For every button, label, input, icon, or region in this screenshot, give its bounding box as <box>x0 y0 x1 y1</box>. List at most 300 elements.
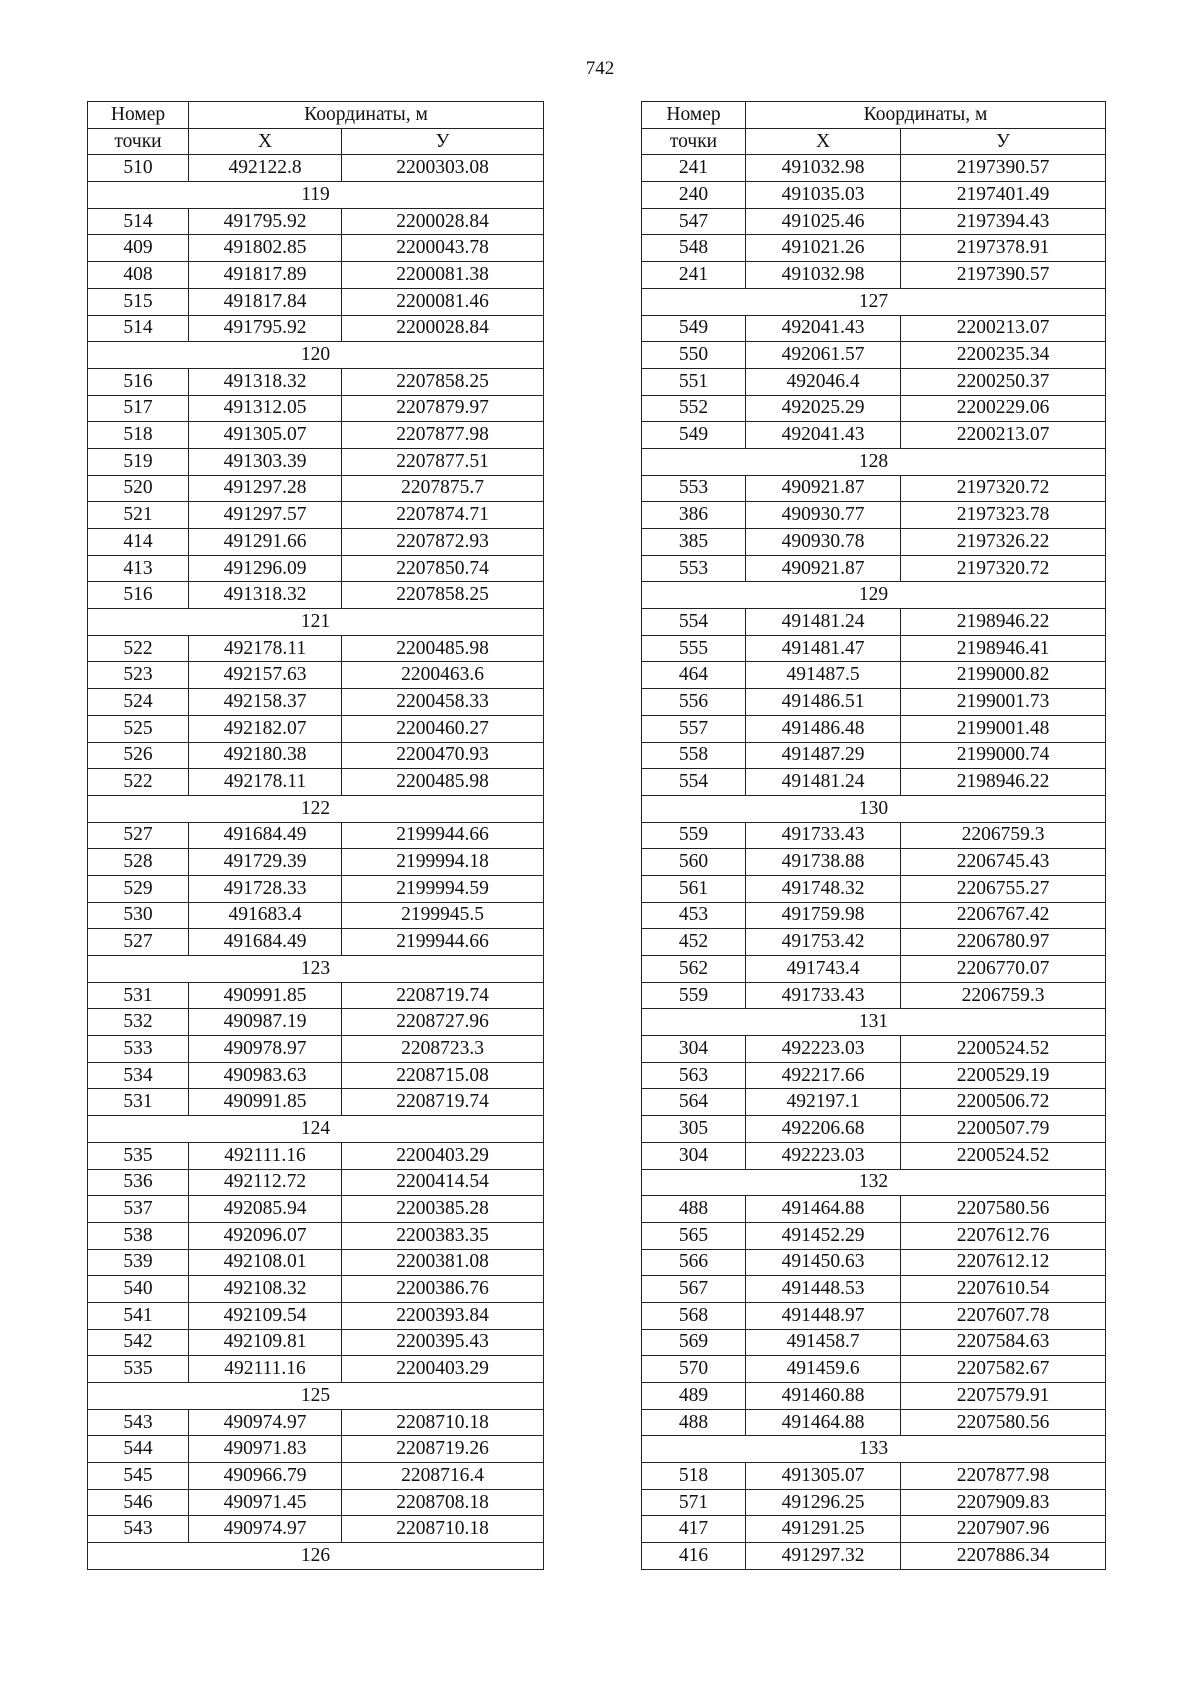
point-number-cell: 414 <box>88 529 189 556</box>
section-number: 124 <box>88 1116 544 1143</box>
x-coordinate-cell: 492108.01 <box>189 1249 342 1276</box>
table-row <box>88 475 544 502</box>
x-coordinate-cell: 492111.16 <box>189 1356 342 1383</box>
x-coordinate-cell: 492197.1 <box>746 1089 901 1116</box>
x-coordinate-cell: 490966.79 <box>189 1463 342 1490</box>
y-coordinate-cell: 2207580.56 <box>901 1196 1106 1223</box>
x-coordinate-cell: 491025.46 <box>746 208 901 235</box>
x-coordinate-cell: 492041.43 <box>746 422 901 449</box>
y-coordinate-cell: 2208719.74 <box>342 982 544 1009</box>
x-coordinate-cell: 491733.43 <box>746 982 901 1009</box>
table-row <box>642 262 1106 289</box>
section-number: 127 <box>642 288 1106 315</box>
y-coordinate-cell: 2207584.63 <box>901 1329 1106 1356</box>
y-coordinate-cell: 2207874.71 <box>342 502 544 529</box>
y-coordinate-cell: 2199001.73 <box>901 689 1106 716</box>
y-coordinate-cell: 2197390.57 <box>901 262 1106 289</box>
table-row <box>88 1276 544 1303</box>
header-row-2 <box>88 128 544 155</box>
x-coordinate-cell: 491748.32 <box>746 875 901 902</box>
x-coordinate-cell: 490983.63 <box>189 1062 342 1089</box>
x-coordinate-cell: 492096.07 <box>189 1222 342 1249</box>
section-row <box>88 182 544 209</box>
point-number-cell: 531 <box>88 1089 189 1116</box>
point-number-header-cont: точки <box>642 128 746 155</box>
table-row <box>642 1409 1106 1436</box>
table-row <box>642 368 1106 395</box>
table-row <box>642 1489 1106 1516</box>
point-number-cell: 527 <box>88 929 189 956</box>
y-coordinate-cell: 2198946.22 <box>901 769 1106 796</box>
y-coordinate-cell: 2206759.3 <box>901 982 1106 1009</box>
x-coordinate-cell: 491460.88 <box>746 1383 901 1410</box>
section-number: 120 <box>88 342 544 369</box>
table-row <box>88 1329 544 1356</box>
x-coordinate-cell: 491296.09 <box>189 555 342 582</box>
point-number-cell: 547 <box>642 208 746 235</box>
point-number-cell: 554 <box>642 609 746 636</box>
table-row <box>88 1222 544 1249</box>
y-coordinate-cell: 2200463.6 <box>342 662 544 689</box>
point-number-cell: 408 <box>88 262 189 289</box>
point-number-cell: 241 <box>642 155 746 182</box>
table-row <box>88 902 544 929</box>
table-row <box>88 395 544 422</box>
point-number-cell: 523 <box>88 662 189 689</box>
y-coordinate-cell: 2198946.41 <box>901 635 1106 662</box>
point-number-cell: 417 <box>642 1516 746 1543</box>
table-row <box>642 689 1106 716</box>
section-row <box>88 1383 544 1410</box>
section-number: 132 <box>642 1169 1106 1196</box>
x-coordinate-cell: 491729.39 <box>189 849 342 876</box>
table-row <box>642 395 1106 422</box>
y-coordinate-cell: 2200028.84 <box>342 208 544 235</box>
point-number-cell: 558 <box>642 742 746 769</box>
table-row <box>642 1142 1106 1169</box>
point-number-cell: 566 <box>642 1249 746 1276</box>
y-coordinate-cell: 2206780.97 <box>901 929 1106 956</box>
point-number-cell: 546 <box>88 1489 189 1516</box>
x-coordinate-cell: 491683.4 <box>189 902 342 929</box>
header-row-1 <box>88 102 544 129</box>
x-coordinate-cell: 492180.38 <box>189 742 342 769</box>
x-coordinate-cell: 491759.98 <box>746 902 901 929</box>
section-number: 133 <box>642 1436 1106 1463</box>
x-coordinate-cell: 492178.11 <box>189 635 342 662</box>
y-coordinate-cell: 2206755.27 <box>901 875 1106 902</box>
point-number-cell: 554 <box>642 769 746 796</box>
table-row <box>642 1036 1106 1063</box>
y-coordinate-cell: 2207612.76 <box>901 1222 1106 1249</box>
x-coordinate-cell: 491733.43 <box>746 822 901 849</box>
section-number: 121 <box>88 609 544 636</box>
section-row <box>88 795 544 822</box>
point-number-cell: 545 <box>88 1463 189 1490</box>
point-number-cell: 527 <box>88 822 189 849</box>
y-coordinate-cell: 2207582.67 <box>901 1356 1106 1383</box>
table-row <box>88 422 544 449</box>
section-row <box>88 609 544 636</box>
section-row <box>642 448 1106 475</box>
x-coordinate-cell: 491448.97 <box>746 1302 901 1329</box>
x-coordinate-cell: 491448.53 <box>746 1276 901 1303</box>
y-coordinate-cell: 2207850.74 <box>342 555 544 582</box>
point-number-cell: 535 <box>88 1142 189 1169</box>
table-row <box>642 902 1106 929</box>
table-row <box>642 315 1106 342</box>
point-number-cell: 385 <box>642 529 746 556</box>
y-coordinate-cell: 2200386.76 <box>342 1276 544 1303</box>
point-number-cell: 453 <box>642 902 746 929</box>
section-row <box>642 1009 1106 1036</box>
y-coordinate-cell: 2207886.34 <box>901 1543 1106 1570</box>
table-row <box>642 182 1106 209</box>
table-row <box>88 1436 544 1463</box>
point-number-cell: 553 <box>642 555 746 582</box>
table-row <box>88 262 544 289</box>
point-number-cell: 518 <box>88 422 189 449</box>
x-coordinate-cell: 490987.19 <box>189 1009 342 1036</box>
x-coordinate-cell: 490971.83 <box>189 1436 342 1463</box>
y-coordinate-cell: 2207858.25 <box>342 582 544 609</box>
y-coordinate-cell: 2207607.78 <box>901 1302 1106 1329</box>
point-number-header: Номер <box>642 102 746 129</box>
y-coordinate-cell: 2200506.72 <box>901 1089 1106 1116</box>
table-row <box>642 422 1106 449</box>
y-coordinate-cell: 2208708.18 <box>342 1489 544 1516</box>
section-number: 123 <box>88 956 544 983</box>
x-coordinate-cell: 492217.66 <box>746 1062 901 1089</box>
x-coordinate-cell: 491481.24 <box>746 769 901 796</box>
table-row <box>88 502 544 529</box>
table-row <box>88 689 544 716</box>
point-number-cell: 543 <box>88 1409 189 1436</box>
table-row <box>642 662 1106 689</box>
point-number-cell: 241 <box>642 262 746 289</box>
y-coordinate-cell: 2200081.46 <box>342 288 544 315</box>
point-number-cell: 514 <box>88 208 189 235</box>
point-number-cell: 520 <box>88 475 189 502</box>
table-row <box>642 849 1106 876</box>
x-coordinate-cell: 491817.84 <box>189 288 342 315</box>
y-coordinate-cell: 2200303.08 <box>342 155 544 182</box>
point-number-cell: 514 <box>88 315 189 342</box>
table-row <box>642 208 1106 235</box>
y-coordinate-cell: 2207872.93 <box>342 529 544 556</box>
y-coordinate-cell: 2207877.51 <box>342 448 544 475</box>
point-number-cell: 567 <box>642 1276 746 1303</box>
x-coordinate-cell: 491318.32 <box>189 368 342 395</box>
y-coordinate-cell: 2200485.98 <box>342 769 544 796</box>
table-row <box>642 982 1106 1009</box>
table-row <box>88 315 544 342</box>
x-coordinate-cell: 491032.98 <box>746 262 901 289</box>
section-row <box>642 288 1106 315</box>
point-number-cell: 413 <box>88 555 189 582</box>
table-row <box>88 1142 544 1169</box>
y-coordinate-cell: 2198946.22 <box>901 609 1106 636</box>
table-row <box>642 1089 1106 1116</box>
point-number-cell: 552 <box>642 395 746 422</box>
x-coordinate-cell: 491684.49 <box>189 822 342 849</box>
y-coordinate-cell: 2199994.59 <box>342 875 544 902</box>
x-coordinate-cell: 491487.5 <box>746 662 901 689</box>
x-coordinate-cell: 491464.88 <box>746 1409 901 1436</box>
point-number-cell: 516 <box>88 582 189 609</box>
table-row <box>88 1463 544 1490</box>
x-column-header: X <box>189 128 342 155</box>
y-coordinate-cell: 2200383.35 <box>342 1222 544 1249</box>
table-row <box>88 769 544 796</box>
table-row <box>88 1356 544 1383</box>
table-row <box>88 929 544 956</box>
x-coordinate-cell: 490991.85 <box>189 982 342 1009</box>
point-number-header-cont: точки <box>88 128 189 155</box>
y-coordinate-cell: 2197320.72 <box>901 555 1106 582</box>
x-coordinate-cell: 491464.88 <box>746 1196 901 1223</box>
x-coordinate-cell: 492109.81 <box>189 1329 342 1356</box>
y-coordinate-cell: 2208727.96 <box>342 1009 544 1036</box>
y-coordinate-cell: 2200229.06 <box>901 395 1106 422</box>
point-number-cell: 518 <box>642 1463 746 1490</box>
x-coordinate-cell: 491486.48 <box>746 715 901 742</box>
table-row <box>88 529 544 556</box>
point-number-cell: 516 <box>88 368 189 395</box>
point-number-cell: 535 <box>88 1356 189 1383</box>
y-coordinate-cell: 2200028.84 <box>342 315 544 342</box>
y-coordinate-cell: 2206767.42 <box>901 902 1106 929</box>
x-coordinate-cell: 492223.03 <box>746 1036 901 1063</box>
point-number-cell: 304 <box>642 1036 746 1063</box>
point-number-cell: 556 <box>642 689 746 716</box>
y-coordinate-cell: 2200403.29 <box>342 1142 544 1169</box>
x-coordinate-cell: 491291.66 <box>189 529 342 556</box>
table-row <box>88 448 544 475</box>
point-number-cell: 528 <box>88 849 189 876</box>
point-number-cell: 532 <box>88 1009 189 1036</box>
y-coordinate-cell: 2200213.07 <box>901 315 1106 342</box>
table-row <box>642 342 1106 369</box>
point-number-cell: 305 <box>642 1116 746 1143</box>
section-row <box>88 1116 544 1143</box>
y-coordinate-cell: 2207877.98 <box>342 422 544 449</box>
table-row <box>642 875 1106 902</box>
y-coordinate-cell: 2207875.7 <box>342 475 544 502</box>
x-coordinate-cell: 492025.29 <box>746 395 901 422</box>
y-coordinate-cell: 2200043.78 <box>342 235 544 262</box>
x-coordinate-cell: 491297.28 <box>189 475 342 502</box>
x-coordinate-cell: 491318.32 <box>189 582 342 609</box>
point-number-cell: 551 <box>642 368 746 395</box>
x-coordinate-cell: 491486.51 <box>746 689 901 716</box>
table-row <box>88 742 544 769</box>
point-number-cell: 562 <box>642 956 746 983</box>
point-number-cell: 544 <box>88 1436 189 1463</box>
table-row <box>642 475 1106 502</box>
section-row <box>642 795 1106 822</box>
point-number-cell: 534 <box>88 1062 189 1089</box>
x-coordinate-cell: 491297.32 <box>746 1543 901 1570</box>
x-coordinate-cell: 491450.63 <box>746 1249 901 1276</box>
section-number: 122 <box>88 795 544 822</box>
x-coordinate-cell: 492182.07 <box>189 715 342 742</box>
y-coordinate-cell: 2200529.19 <box>901 1062 1106 1089</box>
x-coordinate-cell: 491452.29 <box>746 1222 901 1249</box>
table-row <box>88 368 544 395</box>
x-coordinate-cell: 491487.29 <box>746 742 901 769</box>
y-coordinate-cell: 2197378.91 <box>901 235 1106 262</box>
y-coordinate-cell: 2197320.72 <box>901 475 1106 502</box>
x-coordinate-cell: 492085.94 <box>189 1196 342 1223</box>
table-row <box>88 849 544 876</box>
y-coordinate-cell: 2200524.52 <box>901 1142 1106 1169</box>
point-number-header: Номер <box>88 102 189 129</box>
y-coordinate-cell: 2200395.43 <box>342 1329 544 1356</box>
x-coordinate-cell: 491297.57 <box>189 502 342 529</box>
y-coordinate-cell: 2206759.3 <box>901 822 1106 849</box>
point-number-cell: 543 <box>88 1516 189 1543</box>
table-row <box>88 1169 544 1196</box>
point-number-cell: 555 <box>642 635 746 662</box>
point-number-cell: 537 <box>88 1196 189 1223</box>
table-row <box>642 715 1106 742</box>
point-number-cell: 549 <box>642 315 746 342</box>
table-row <box>642 155 1106 182</box>
point-number-cell: 515 <box>88 288 189 315</box>
point-number-cell: 569 <box>642 1329 746 1356</box>
x-coordinate-cell: 491795.92 <box>189 315 342 342</box>
section-number: 131 <box>642 1009 1106 1036</box>
point-number-cell: 549 <box>642 422 746 449</box>
point-number-cell: 489 <box>642 1383 746 1410</box>
point-number-cell: 524 <box>88 689 189 716</box>
y-coordinate-cell: 2197326.22 <box>901 529 1106 556</box>
point-number-cell: 553 <box>642 475 746 502</box>
point-number-cell: 536 <box>88 1169 189 1196</box>
y-coordinate-cell: 2208719.26 <box>342 1436 544 1463</box>
y-coordinate-cell: 2200414.54 <box>342 1169 544 1196</box>
table-row <box>642 502 1106 529</box>
y-coordinate-cell: 2200485.98 <box>342 635 544 662</box>
y-coordinate-cell: 2207909.83 <box>901 1489 1106 1516</box>
y-coordinate-cell: 2208715.08 <box>342 1062 544 1089</box>
table-row <box>642 235 1106 262</box>
x-coordinate-cell: 491753.42 <box>746 929 901 956</box>
table-body-left <box>88 102 544 1570</box>
point-number-cell: 570 <box>642 1356 746 1383</box>
y-coordinate-cell: 2200403.29 <box>342 1356 544 1383</box>
y-coordinate-cell: 2208710.18 <box>342 1516 544 1543</box>
x-coordinate-cell: 492109.54 <box>189 1302 342 1329</box>
y-coordinate-cell: 2207579.91 <box>901 1383 1106 1410</box>
section-number: 128 <box>642 448 1106 475</box>
point-number-cell: 464 <box>642 662 746 689</box>
x-coordinate-cell: 491743.4 <box>746 956 901 983</box>
table-row <box>88 1062 544 1089</box>
table-body-right <box>642 102 1106 1570</box>
point-number-cell: 563 <box>642 1062 746 1089</box>
table-row <box>642 1196 1106 1223</box>
x-coordinate-cell: 492122.8 <box>189 155 342 182</box>
point-number-cell: 541 <box>88 1302 189 1329</box>
point-number-cell: 571 <box>642 1489 746 1516</box>
table-row <box>642 1463 1106 1490</box>
table-row <box>642 1116 1106 1143</box>
y-coordinate-cell: 2200393.84 <box>342 1302 544 1329</box>
table-row <box>642 609 1106 636</box>
section-number: 130 <box>642 795 1106 822</box>
x-coordinate-cell: 490930.77 <box>746 502 901 529</box>
page-number: 742 <box>585 58 615 79</box>
y-coordinate-cell: 2207858.25 <box>342 368 544 395</box>
point-number-cell: 416 <box>642 1543 746 1570</box>
section-number: 129 <box>642 582 1106 609</box>
table-row <box>642 1329 1106 1356</box>
section-row <box>88 1543 544 1570</box>
y-coordinate-cell: 2200235.34 <box>901 342 1106 369</box>
y-coordinate-cell: 2207877.98 <box>901 1463 1106 1490</box>
y-coordinate-cell: 2207879.97 <box>342 395 544 422</box>
x-coordinate-cell: 492206.68 <box>746 1116 901 1143</box>
x-coordinate-cell: 492111.16 <box>189 1142 342 1169</box>
y-coordinate-cell: 2208716.4 <box>342 1463 544 1490</box>
table-row <box>642 1222 1106 1249</box>
y-coordinate-cell: 2200460.27 <box>342 715 544 742</box>
x-coordinate-cell: 491305.07 <box>746 1463 901 1490</box>
table-row <box>88 1036 544 1063</box>
point-number-cell: 540 <box>88 1276 189 1303</box>
x-coordinate-cell: 491684.49 <box>189 929 342 956</box>
table-row <box>88 555 544 582</box>
point-number-cell: 521 <box>88 502 189 529</box>
table-row <box>642 1543 1106 1570</box>
section-number: 125 <box>88 1383 544 1410</box>
point-number-cell: 559 <box>642 982 746 1009</box>
x-coordinate-cell: 490974.97 <box>189 1516 342 1543</box>
y-coordinate-cell: 2197401.49 <box>901 182 1106 209</box>
header-row-2 <box>642 128 1106 155</box>
y-coordinate-cell: 2206745.43 <box>901 849 1106 876</box>
x-coordinate-cell: 491035.03 <box>746 182 901 209</box>
x-coordinate-cell: 491802.85 <box>189 235 342 262</box>
table-row <box>88 715 544 742</box>
y-coordinate-cell: 2207580.56 <box>901 1409 1106 1436</box>
table-row <box>642 1383 1106 1410</box>
x-coordinate-cell: 490921.87 <box>746 475 901 502</box>
x-coordinate-cell: 491481.47 <box>746 635 901 662</box>
table-row <box>642 635 1106 662</box>
x-coordinate-cell: 492108.32 <box>189 1276 342 1303</box>
point-number-cell: 531 <box>88 982 189 1009</box>
section-row <box>88 956 544 983</box>
y-coordinate-cell: 2207610.54 <box>901 1276 1106 1303</box>
point-number-cell: 565 <box>642 1222 746 1249</box>
point-number-cell: 386 <box>642 502 746 529</box>
y-coordinate-cell: 2197323.78 <box>901 502 1106 529</box>
table-row <box>88 582 544 609</box>
y-coordinate-cell: 2199945.5 <box>342 902 544 929</box>
table-row <box>642 1302 1106 1329</box>
y-coordinate-cell: 2199994.18 <box>342 849 544 876</box>
point-number-cell: 519 <box>88 448 189 475</box>
x-coordinate-cell: 491481.24 <box>746 609 901 636</box>
table-row <box>642 529 1106 556</box>
section-row <box>642 1169 1106 1196</box>
y-coordinate-cell: 2197390.57 <box>901 155 1106 182</box>
y-coordinate-cell: 2197394.43 <box>901 208 1106 235</box>
point-number-cell: 529 <box>88 875 189 902</box>
